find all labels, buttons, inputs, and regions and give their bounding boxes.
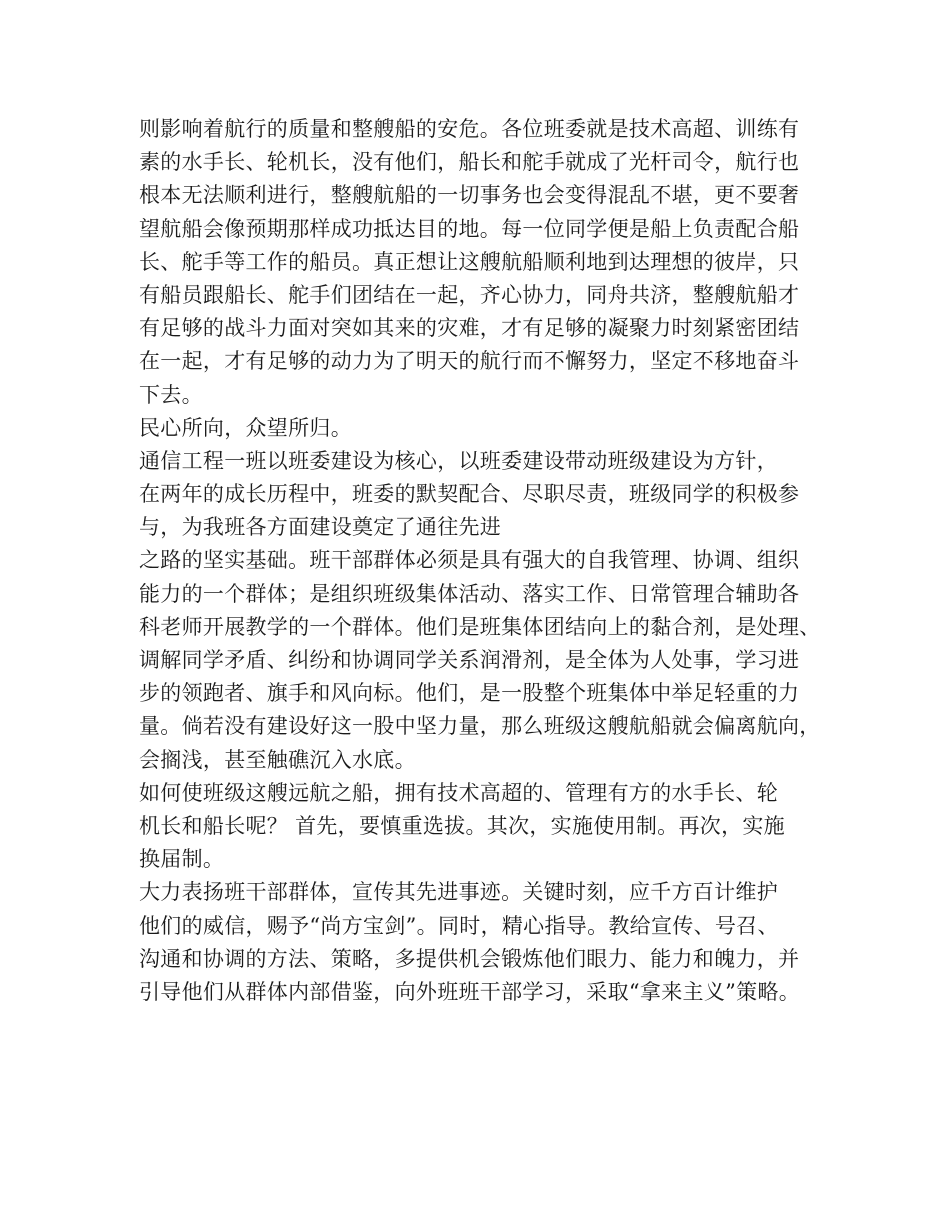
text-line: 根本无法顺利进行，整艘航船的一切事务也会变得混乱不堪，更不要奢 [139, 183, 800, 208]
text-line: 望航船会像预期那样成功抵达目的地。每一位同学便是船上负责配合船 [139, 216, 800, 241]
text-line: 素的水手长、轮机长，没有他们，船长和舵手就成了光杆司令，航行也 [139, 150, 800, 175]
text-line: 长、舵手等工作的船员。真正想让这艘航船顺利地到达理想的彼岸，只 [139, 249, 800, 274]
text-line: 换届制。 [139, 847, 225, 872]
text-line: 有足够的战斗力面对突如其来的灾难，才有足够的凝聚力时刻紧密团结 [139, 316, 800, 341]
text-line: 大力表扬班干部群体，宣传其先进事迹。关键时刻，应千方百计维护 [139, 880, 778, 905]
text-line: 引导他们从群体内部借鉴，向外班班干部学习，采取“拿来主义”策略。 [139, 979, 801, 1004]
text-line: 有船员跟船长、舵手们团结在一起，齐心协力，同舟共济，整艘航船才 [139, 282, 800, 307]
text-line: 如何使班级这艘远航之船，拥有技术高超的、管理有方的水手长、轮 [139, 780, 778, 805]
text-line: 机长和船长呢？ 首先，要慎重选拔。其次，实施使用制。再次，实施 [139, 813, 785, 838]
text-line: 调解同学矛盾、纠纷和协调同学关系润滑剂，是全体为人处事，学习进 [139, 648, 800, 672]
text-line: 量。倘若没有建设好这一股中坚力量，那么班级这艘航船就会偏离航向， [139, 714, 821, 739]
text-line: 沟通和协调的方法、策略，多提供机会锻炼他们眼力、能力和魄力，并 [139, 946, 800, 971]
text-line: 在两年的成长历程中，班委的默契配合、尽职尽责，班级同学的积极参 [139, 482, 800, 507]
body-text [139, 113, 839, 1009]
text-line: 民心所向，众望所归。 [139, 415, 352, 440]
text-line: 会搁浅，甚至触礁沉入水底。 [139, 747, 416, 772]
text-line: 他们的威信，赐予“尚方宝剑”。同时，精心指导。教给宣传、号召、 [139, 913, 779, 938]
text-line: 下去。 [139, 382, 203, 407]
text-line: 则影响着航行的质量和整艘船的安危。各位班委就是技术高超、训练有 [139, 117, 800, 141]
text-line: 能力的一个群体；是组织班级集体活动、落实工作、日常管理合辅助各 [139, 581, 800, 606]
text-line: 科老师开展教学的一个群体。他们是班集体团结向上的黏合剂，是处理、 [139, 614, 821, 639]
text-line: 之路的坚实基础。班干部群体必须是具有强大的自我管理、协调、组织 [139, 548, 800, 573]
text-line: 与，为我班各方面建设奠定了通往先进 [139, 515, 502, 540]
text-line: 在一起，才有足够的动力为了明天的航行而不懈努力，坚定不移地奋斗 [139, 349, 800, 374]
text-line: 通信工程一班以班委建设为核心，以班委建设带动班级建设为方针， [139, 448, 778, 473]
text-line: 步的领跑者、旗手和风向标。他们，是一股整个班集体中举足轻重的力 [139, 681, 800, 706]
